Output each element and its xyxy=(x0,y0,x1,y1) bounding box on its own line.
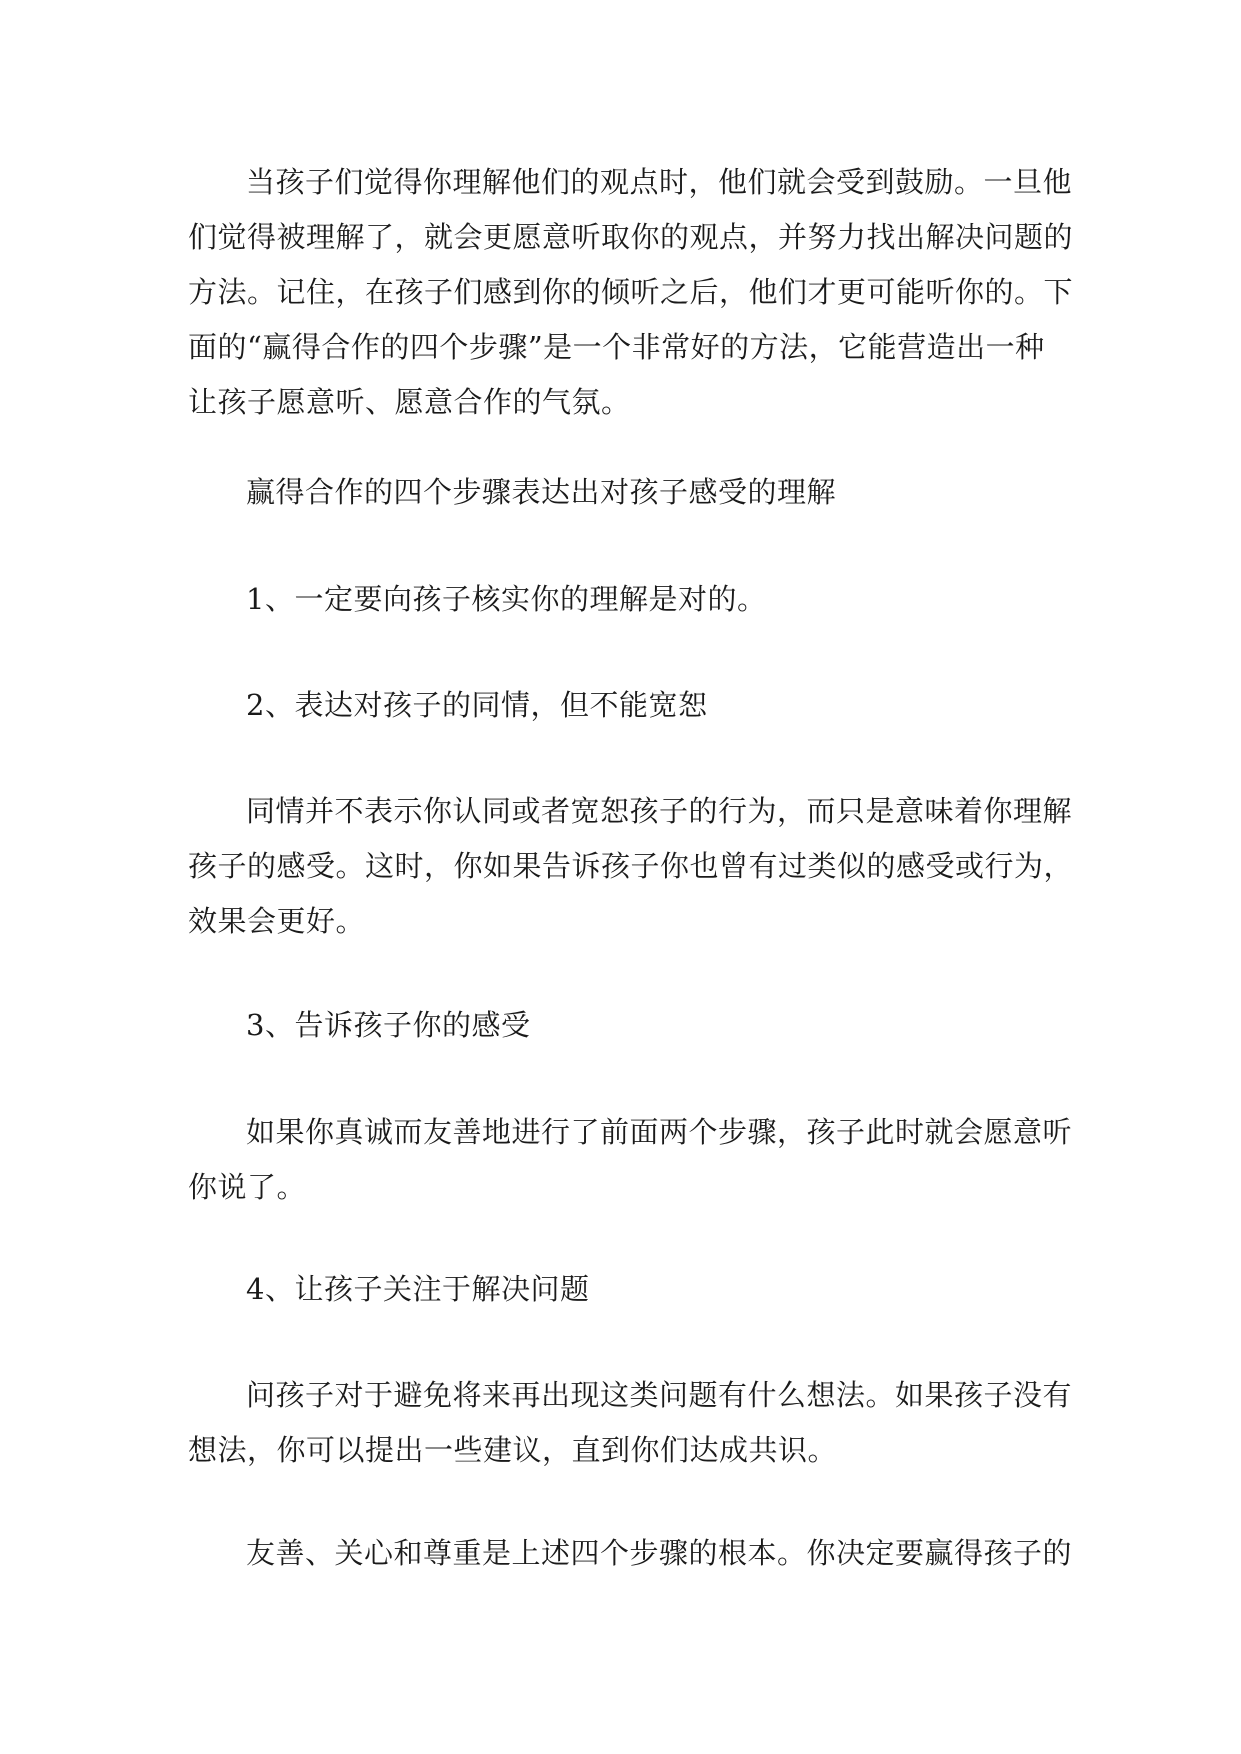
text-line: 孩子的感受。这时，你如果告诉孩子你也曾有过类似的感受或行为， xyxy=(188,849,1074,883)
closing-paragraph xyxy=(188,1526,1073,1581)
section-heading: 赢得合作的四个步骤表达出对孩子感受的理解 xyxy=(246,475,837,509)
text-line: 友善、关心和尊重是上述四个步骤的根本。你决定要赢得孩子的 xyxy=(246,1536,1073,1570)
step-1-text: 1、一定要向孩子核实你的理解是对的。 xyxy=(246,582,767,616)
text-line: 如果你真诚而友善地进行了前面两个步骤，孩子此时就会愿意听 xyxy=(246,1115,1073,1149)
text-line: 当孩子们觉得你理解他们的观点时，他们就会受到鼓励。一旦他 xyxy=(246,165,1073,199)
intro-paragraph xyxy=(188,155,1074,430)
step-2-text: 2、表达对孩子的同情，但不能宽恕 xyxy=(246,688,708,722)
sympathy-paragraph xyxy=(188,784,1074,949)
problem-solving-paragraph xyxy=(188,1368,1073,1478)
text-line: 效果会更好。 xyxy=(188,904,366,938)
text-line: 们觉得被理解了，就会更愿意听取你的观点，并努力找出解决问题的 xyxy=(188,220,1074,254)
feelings-paragraph xyxy=(188,1105,1073,1215)
text-line: 同情并不表示你认同或者宽恕孩子的行为，而只是意味着你理解 xyxy=(246,794,1073,828)
step-3-text: 3、告诉孩子你的感受 xyxy=(246,1008,531,1042)
text-line: 想法，你可以提出一些建议，直到你们达成共识。 xyxy=(188,1433,838,1467)
text-line: 让孩子愿意听、愿意合作的气氛。 xyxy=(188,385,631,419)
text-line: 问孩子对于避免将来再出现这类问题有什么想法。如果孩子没有 xyxy=(246,1378,1073,1412)
text-line: 方法。记住，在孩子们感到你的倾听之后，他们才更可能听你的。下 xyxy=(188,275,1074,309)
text-line: 面的“赢得合作的四个步骤”是一个非常好的方法，它能营造出一种 xyxy=(188,330,1045,364)
text-line: 你说了。 xyxy=(188,1170,307,1204)
step-4-text: 4、让孩子关注于解决问题 xyxy=(246,1272,590,1306)
